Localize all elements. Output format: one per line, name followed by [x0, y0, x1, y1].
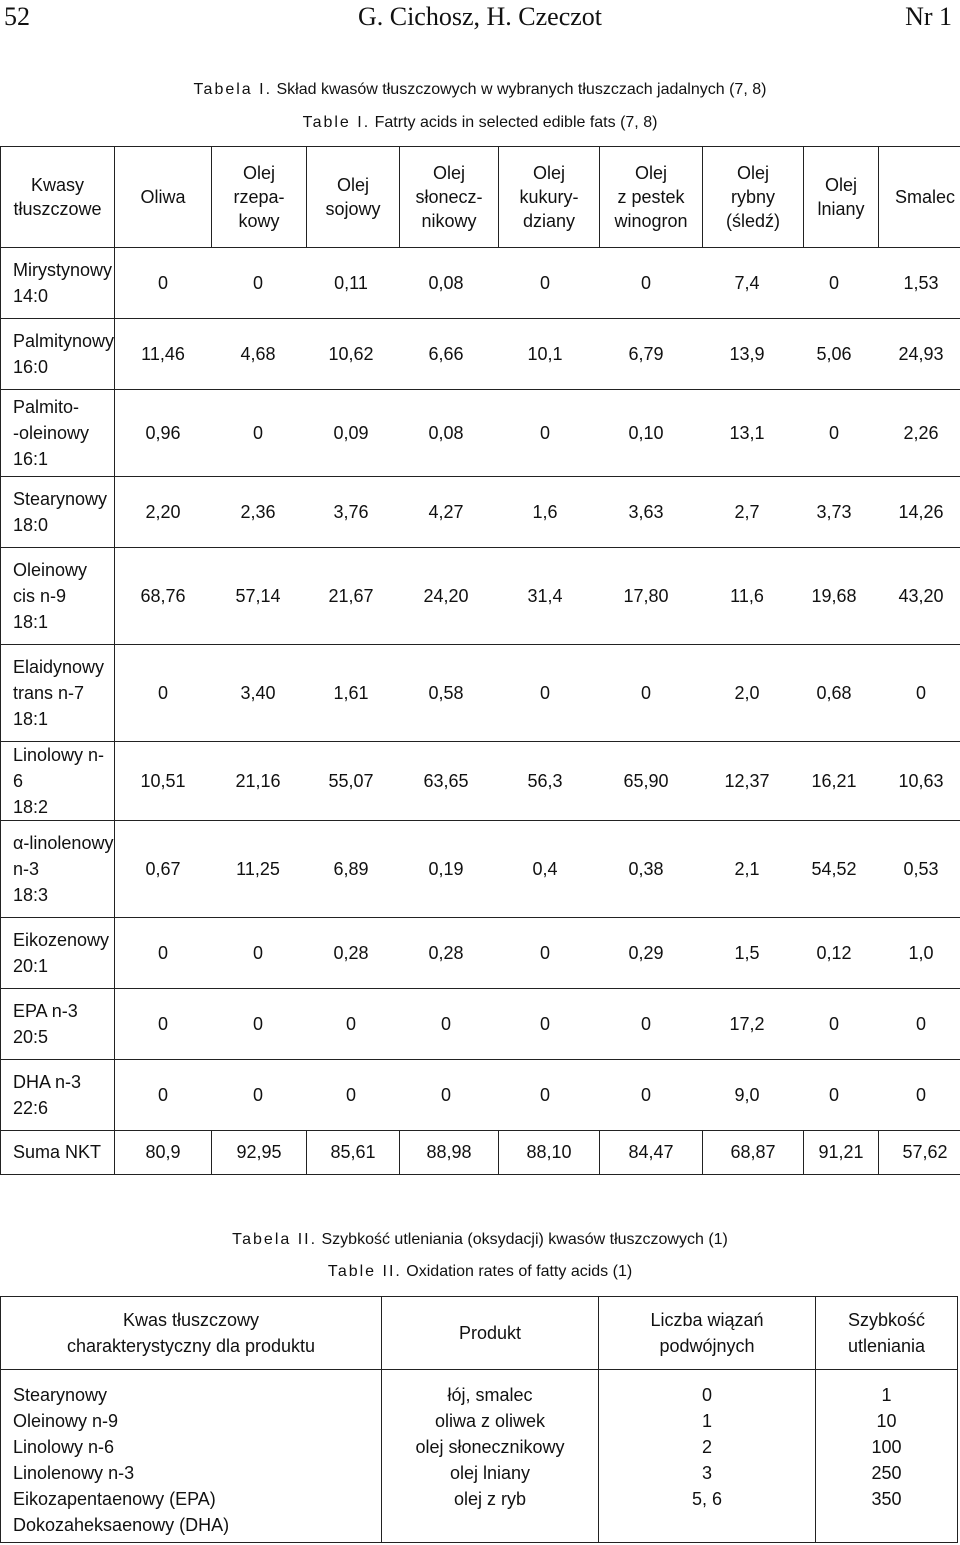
table1-row	[1, 248, 960, 319]
table1-cell-value: 0,4	[532, 858, 558, 879]
acid-name: Eikozapentaenowy (EPA)	[13, 1489, 216, 1509]
table1-cell-value: 24,20	[423, 585, 469, 606]
product-name: olej z ryb	[453, 1489, 527, 1509]
fatty-acid-label	[1, 989, 115, 1060]
sum-label: Suma NKT	[1, 1131, 115, 1175]
table1-cell-value: 0,67	[145, 858, 181, 879]
fatty-acid-values	[115, 645, 960, 742]
table1-row	[1, 989, 960, 1060]
table1-cell-value: 0	[829, 422, 840, 443]
table1-cell-value: 6,79	[628, 343, 664, 364]
table1-cell-value: 2,0	[734, 682, 760, 703]
fatty-acid-label-line: 18:0	[13, 515, 49, 535]
table1-cell-value: 5,06	[816, 343, 852, 364]
table1-cell-value: 0	[829, 1084, 840, 1105]
sum-value: 91,21	[804, 1131, 879, 1175]
header-text-line: Olej	[737, 163, 770, 183]
fatty-acid-label	[1, 821, 115, 918]
table1-row	[1, 319, 960, 390]
table1-cell-value: 0	[540, 422, 551, 443]
table2-caption-en	[0, 1262, 960, 1282]
table1-cell-value: 0	[641, 1084, 652, 1105]
table2-product-column	[382, 1370, 599, 1543]
table1-row	[1, 1060, 960, 1131]
table1-cell-value: 12,37	[724, 770, 770, 791]
fatty-acid-values	[115, 1060, 960, 1131]
table2-caption-en-text: Oxidation rates of fatty acids (1)	[401, 1263, 633, 1280]
table1-column-header	[600, 147, 703, 248]
fatty-acid-label-line: Palmito-	[13, 397, 80, 417]
running-authors: G. Cichosz, H. Czeczot	[357, 2, 603, 31]
oxidation-rate-value: 100	[871, 1437, 902, 1457]
table1-cell-value: 0	[641, 272, 652, 293]
table1-cell-value: 0	[540, 1084, 551, 1105]
table1-cell-value: 13,9	[729, 343, 765, 364]
page-number: 52	[4, 2, 30, 31]
fatty-acid-label-line: 22:6	[13, 1098, 49, 1118]
table1-cell-value: 0,19	[428, 858, 464, 879]
fatty-acid-label-line: -oleinowy	[13, 423, 90, 443]
table1-cell-value: 54,52	[811, 858, 857, 879]
table1-cell-value: 0	[253, 1084, 264, 1105]
table1-cell-value: 0	[540, 1013, 551, 1034]
product-name: olej lniany	[449, 1463, 531, 1483]
table1-cell-value: 0	[253, 942, 264, 963]
table2-column-header	[382, 1297, 599, 1370]
fatty-acid-label-line: 18:2	[13, 797, 49, 817]
oxidation-rates-table	[0, 1296, 958, 1543]
table1-cell-value: 9,0	[734, 1084, 760, 1105]
table1-column-header	[879, 147, 960, 248]
table2-header-row	[1, 1297, 958, 1370]
sum-value: 88,98	[400, 1131, 499, 1175]
fatty-acid-values	[115, 742, 960, 821]
table1-sum-row	[1, 1131, 960, 1175]
table1-cell-value: 14,26	[898, 501, 944, 522]
table1-cell-value: 21,67	[328, 585, 374, 606]
issue-number: Nr 1	[905, 2, 952, 31]
fatty-acid-label-line: Mirystynowy	[13, 260, 113, 280]
fatty-acid-label-line: n-3	[13, 859, 40, 879]
table1-cell-value: 3,73	[816, 501, 852, 522]
running-header	[0, 0, 960, 36]
table1-cell-value: 2,26	[903, 422, 939, 443]
table1-cell-value: 0,28	[428, 942, 464, 963]
fatty-acid-label-line: Palmitynowy	[13, 331, 115, 351]
fatty-acid-label-line: DHA n-3	[13, 1072, 82, 1092]
table1-cell-value: 3,63	[628, 501, 664, 522]
table1-cell-value: 19,68	[811, 585, 857, 606]
header-text-line: winogron	[614, 211, 688, 231]
table1-header-fatty-acids	[1, 147, 115, 248]
table1-row	[1, 918, 960, 989]
header-text-line: Olej	[635, 163, 668, 183]
double-bonds-value: 5, 6	[691, 1489, 723, 1509]
fatty-acid-label-line: cis n-9	[13, 586, 67, 606]
table2-rate-column	[816, 1370, 958, 1543]
fatty-acid-label-line: 18:3	[13, 885, 49, 905]
table1-cell-value: 0	[346, 1013, 357, 1034]
table1-column-header	[703, 147, 804, 248]
table1-cell-value: 17,2	[729, 1013, 765, 1034]
header-text-line: kowy	[238, 211, 280, 231]
fatty-acid-values	[115, 477, 960, 548]
acid-name: Linolenowy n-3	[13, 1463, 135, 1483]
oxidation-rate-value: 1	[881, 1385, 892, 1405]
header-text-line: rzepa-	[233, 187, 285, 207]
header-text-line: z pestek	[617, 187, 685, 207]
fatty-acid-label-line: Stearynowy	[13, 489, 108, 509]
table1-cell-value: 10,1	[527, 343, 563, 364]
header-text-line: Kwasy	[31, 175, 85, 195]
header-text-line: sojowy	[325, 199, 381, 219]
table1-cell-value: 21,16	[235, 770, 281, 791]
table1-caption-pl-prefix: Tabela I.	[193, 81, 273, 98]
table1-cell-value: 10,63	[898, 770, 944, 791]
table2-column-header	[1, 1297, 382, 1370]
header-text-line: lniany	[817, 199, 865, 219]
table1-column-header	[499, 147, 600, 248]
table1-cell-value: 1,0	[908, 942, 934, 963]
table1-cell-value: 0	[441, 1013, 452, 1034]
header-text-line: Olej	[533, 163, 566, 183]
table1-body	[1, 248, 960, 1175]
fatty-acid-values	[115, 989, 960, 1060]
table1-cell-value: 0	[916, 682, 927, 703]
table1-cell-value: 63,65	[423, 770, 469, 791]
table1-cell-value: 0	[253, 1013, 264, 1034]
table2-caption-pl-prefix: Tabela II.	[232, 1231, 318, 1248]
table1-cell-value: 0	[158, 272, 169, 293]
table1-cell-value: 11,46	[141, 343, 185, 364]
header-text-line: słonecz-	[415, 187, 483, 207]
fatty-acid-label	[1, 1060, 115, 1131]
fatty-acid-values	[115, 918, 960, 989]
table1-cell-value: 0,08	[428, 272, 464, 293]
table1-cell-value: 17,80	[623, 585, 669, 606]
table2-caption-pl	[0, 1230, 960, 1250]
table1-cell-value: 24,93	[898, 343, 944, 364]
fatty-acid-label	[1, 548, 115, 645]
double-bonds-value: 0	[701, 1385, 712, 1405]
table1-cell-value: 0,38	[628, 858, 664, 879]
sum-value: 68,87	[703, 1131, 804, 1175]
table1-cell-value: 0	[540, 682, 551, 703]
header-text-line: Olej	[243, 163, 276, 183]
header-text-line: utleniania	[847, 1336, 926, 1356]
header-text-line: Oliwa	[140, 187, 186, 207]
header-text-line: (śledź)	[726, 211, 781, 231]
header-text-line: rybny	[731, 187, 776, 207]
sum-value: 57,62	[879, 1131, 960, 1175]
header-text-line: Kwas tłuszczowy	[122, 1310, 260, 1330]
table1-cell-value: 0,10	[628, 422, 664, 443]
acid-name: Linolowy n-6	[13, 1437, 115, 1457]
product-name: łój, smalec	[447, 1385, 533, 1405]
double-bonds-value: 3	[701, 1463, 712, 1483]
table2-body-row	[1, 1370, 958, 1543]
table1-cell-value: 0	[158, 682, 169, 703]
table1-cell-value: 1,61	[333, 682, 369, 703]
double-bonds-value: 2	[701, 1437, 712, 1457]
fatty-acid-label	[1, 248, 115, 319]
table1-column-header	[212, 147, 307, 248]
table1-cell-value: 10,62	[328, 343, 374, 364]
table2-column-header	[816, 1297, 958, 1370]
table1-header-row	[1, 147, 960, 248]
fatty-acid-label	[1, 477, 115, 548]
table1-cell-value: 13,1	[729, 422, 765, 443]
table1-cell-value: 1,6	[532, 501, 558, 522]
table1-row	[1, 645, 960, 742]
table1-cell-value: 31,4	[527, 585, 563, 606]
header-text-line: Smalec	[895, 187, 956, 207]
fatty-acid-label	[1, 918, 115, 989]
table1-cell-value: 0	[641, 682, 652, 703]
fatty-acid-label-line: Oleinowy	[13, 560, 88, 580]
table1-cell-value: 56,3	[527, 770, 563, 791]
table1-cell-value: 0,28	[333, 942, 369, 963]
acid-name: Oleinowy n-9	[13, 1411, 119, 1431]
table1-cell-value: 16,21	[811, 770, 857, 791]
table1-cell-value: 7,4	[734, 272, 760, 293]
table1-cell-value: 68,76	[140, 585, 186, 606]
table1-cell-value: 0,53	[903, 858, 939, 879]
table1-caption-en-prefix: Table I.	[302, 114, 371, 131]
table1-cell-value: 10,51	[140, 770, 186, 791]
header-text-line: kukury-	[519, 187, 579, 207]
table1-cell-value: 4,27	[428, 501, 464, 522]
table1-cell-value: 3,76	[333, 501, 369, 522]
table1-cell-value: 6,66	[428, 343, 464, 364]
sum-value: 84,47	[600, 1131, 703, 1175]
table1-cell-value: 4,68	[240, 343, 276, 364]
sum-value: 92,95	[212, 1131, 307, 1175]
table1-cell-value: 0	[253, 272, 264, 293]
table1-cell-value: 0,11	[334, 272, 368, 293]
table1-cell-value: 0	[829, 1013, 840, 1034]
header-text-line: charakterystyczny dla produktu	[66, 1336, 316, 1356]
table1-cell-value: 0	[916, 1013, 927, 1034]
header-text-line: Olej	[337, 175, 370, 195]
table1-cell-value: 0,08	[428, 422, 464, 443]
table1-cell-value: 0	[441, 1084, 452, 1105]
fatty-acid-label-line: trans n-7	[13, 683, 85, 703]
fatty-acid-label-line: 16:1	[13, 449, 49, 469]
fatty-acid-label-line: 20:5	[13, 1027, 49, 1047]
table1-cell-value: 0,68	[816, 682, 852, 703]
table1-cell-value: 0	[158, 1084, 169, 1105]
oxidation-rate-value: 10	[876, 1411, 897, 1431]
header-text-line: Szybkość	[847, 1310, 926, 1330]
acid-name: Dokozaheksaenowy (DHA)	[13, 1515, 230, 1535]
table1-caption-en	[0, 113, 960, 133]
sum-value: 80,9	[115, 1131, 212, 1175]
product-name: oliwa z oliwek	[434, 1411, 546, 1431]
table1-cell-value: 11,25	[236, 858, 280, 879]
header-text-line: Produkt	[458, 1323, 522, 1343]
fatty-acid-values	[115, 548, 960, 645]
product-name: olej słonecznikowy	[415, 1437, 565, 1457]
table1-cell-value: 0,96	[145, 422, 181, 443]
fatty-acid-label-line: 18:1	[13, 612, 49, 632]
fatty-acids-composition-table	[0, 146, 960, 1175]
fatty-acid-label	[1, 319, 115, 390]
oxidation-rate-value: 250	[871, 1463, 902, 1483]
oxidation-rate-value: 350	[871, 1489, 902, 1509]
header-text-line: Liczba wiązań	[650, 1310, 764, 1330]
table2-caption-pl-text: Szybkość utleniania (oksydacji) kwasów tłuszczowych (1)	[317, 1231, 728, 1248]
fatty-acid-values	[115, 248, 960, 319]
fatty-acid-label-line: Elaidynowy	[13, 657, 105, 677]
table1-caption-pl-text: Skład kwasów tłuszczowych w wybranych tłuszczach jadalnych (7, 8)	[272, 81, 767, 98]
table1-row	[1, 548, 960, 645]
table1-cell-value: 11,6	[730, 585, 764, 606]
table1-cell-value: 0	[540, 942, 551, 963]
fatty-acid-label	[1, 645, 115, 742]
fatty-acid-label-line: 20:1	[13, 956, 49, 976]
double-bonds-value: 1	[701, 1411, 712, 1431]
table2-caption-en-prefix: Table II.	[327, 1263, 402, 1280]
table1-cell-value: 55,07	[328, 770, 374, 791]
table1-cell-value: 2,20	[145, 501, 181, 522]
fatty-acid-values	[115, 390, 960, 477]
fatty-acid-values	[115, 319, 960, 390]
fatty-acid-label-line: α-linolenowy	[13, 833, 114, 853]
table1-cell-value: 3,40	[240, 682, 276, 703]
fatty-acid-label-line: 14:0	[13, 286, 49, 306]
table1-cell-value: 57,14	[235, 585, 281, 606]
table1-cell-value: 2,36	[240, 501, 276, 522]
table1-row	[1, 821, 960, 918]
table1-row	[1, 390, 960, 477]
fatty-acid-label	[1, 390, 115, 477]
fatty-acid-label	[1, 742, 115, 821]
table1-cell-value: 2,1	[734, 858, 760, 879]
table1-cell-value: 2,7	[734, 501, 760, 522]
table1-column-header	[804, 147, 879, 248]
table1-cell-value: 0	[253, 422, 264, 443]
table1-cell-value: 65,90	[623, 770, 669, 791]
table1-cell-value: 0,29	[628, 942, 664, 963]
table1-cell-value: 43,20	[898, 585, 944, 606]
table2-column-header	[599, 1297, 816, 1370]
fatty-acid-label-line: Eikozenowy	[13, 930, 110, 950]
table1-column-header	[400, 147, 499, 248]
header-text-line: podwójnych	[659, 1336, 755, 1356]
table1-caption-pl	[0, 80, 960, 100]
table1-row	[1, 477, 960, 548]
table1-row	[1, 742, 960, 821]
table1-cell-value: 6,89	[333, 858, 369, 879]
fatty-acid-label-line: 18:1	[13, 709, 49, 729]
table1-cell-value: 0,58	[428, 682, 464, 703]
table1-cell-value: 1,53	[903, 272, 939, 293]
header-text-line: dziany	[523, 211, 576, 231]
table1-cell-value: 0,12	[816, 942, 852, 963]
table2-double-bonds-column	[599, 1370, 816, 1543]
table1-cell-value: 0	[916, 1084, 927, 1105]
fatty-acid-label-line: 16:0	[13, 357, 49, 377]
table1-cell-value: 0	[540, 272, 551, 293]
table1-column-header	[115, 147, 212, 248]
header-text-line: nikowy	[421, 211, 477, 231]
header-text-line: tłuszczowe	[13, 199, 102, 219]
table1-cell-value: 0	[346, 1084, 357, 1105]
table1-cell-value: 0	[158, 1013, 169, 1034]
table2-acid-column	[1, 1370, 382, 1543]
header-text-line: Olej	[825, 175, 858, 195]
fatty-acid-values	[115, 821, 960, 918]
table1-cell-value: 0,09	[333, 422, 369, 443]
header-text-line: Olej	[433, 163, 466, 183]
sum-value: 85,61	[307, 1131, 400, 1175]
table1-cell-value: 1,5	[734, 942, 760, 963]
acid-name: Stearynowy	[13, 1385, 108, 1405]
table1-column-header	[307, 147, 400, 248]
fatty-acid-label-line: EPA n-3	[13, 1001, 78, 1021]
table1-cell-value: 0	[641, 1013, 652, 1034]
sum-value: 88,10	[499, 1131, 600, 1175]
table1-cell-value: 0	[158, 942, 169, 963]
table1-cell-value: 0	[829, 272, 840, 293]
table1-caption-en-text: Fatrty acids in selected edible fats (7, 8)	[370, 114, 658, 131]
fatty-acid-label-line: Linolowy n-6	[13, 745, 105, 791]
